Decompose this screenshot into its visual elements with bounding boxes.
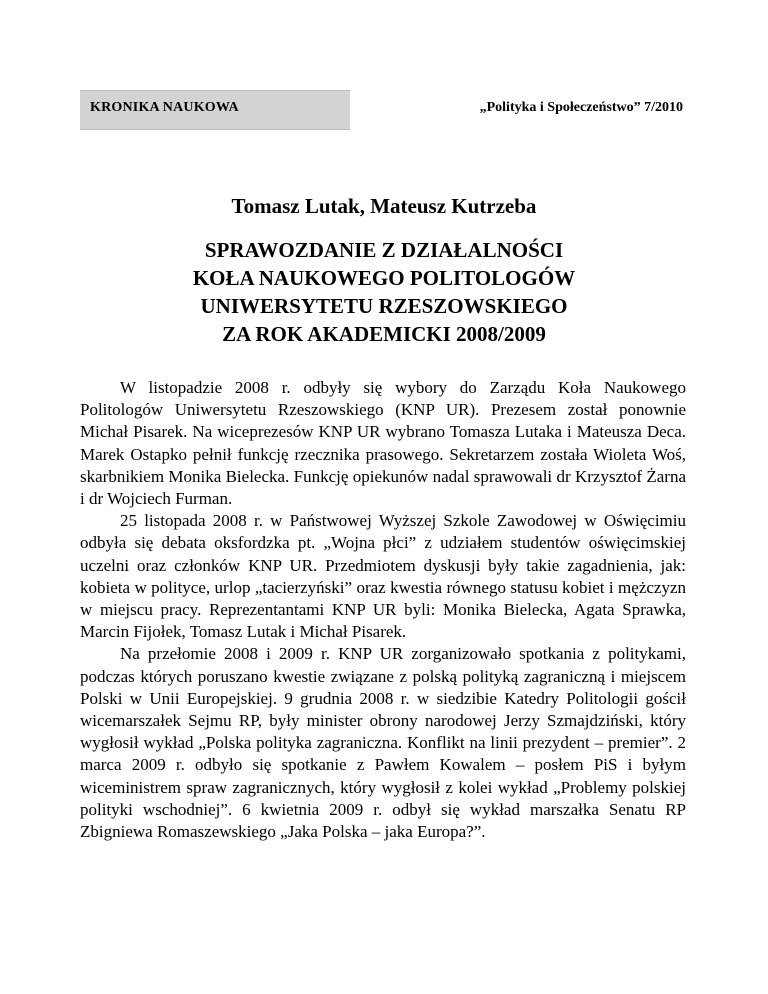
journal-reference: „Polityka i Społeczeństwo” 7/2010 <box>479 100 683 115</box>
article-authors: Tomasz Lutak, Mateusz Kutrzeba <box>231 194 537 218</box>
article-body <box>80 377 686 843</box>
paragraph: W listopadzie 2008 r. odbyły się wybory do Zarządu Koła Naukowego Politologów Uniwersytetu Rzeszowskiego (KNP UR). Prezesem został ponownie Michał Pisarek. Na wiceprezesów KNP UR wybrano Tomasza Lutaka i Mateusza Deca. Marek Ostapko pełnił funkcję rzecznika prasowego. Sekretarzem została Wioleta Woś, skarbnikiem Monika Bielecka. Funkcję opiekunów nadal sprawowali dr Krzysztof Żarna i dr Wojciech Furman. <box>80 378 686 509</box>
paragraph: 25 listopada 2008 r. w Państwowej Wyższej Szkole Zawodowej w Oświęcimiu odbyła się debata oksfordzka pt. „Wojna płci” z udziałem studentów oświęcimskiej uczelni oraz członków KNP UR. Przedmiotem dyskusji były takie zagadnienia, jak: kobieta w polityce, urlop „tacierzyński” oraz kwestia równego statusu kobiet i mężczyzn w miejscu pracy. Reprezentantami KNP UR byli: Monika Bielecka, Agata Sprawka, Marcin Fijołek, Tomasz Lutak i Michał Pisarek. <box>80 511 686 642</box>
article-title <box>0 236 768 348</box>
title-line: ZA ROK AKADEMICKI 2008/2009 <box>222 322 546 346</box>
title-line: KOŁA NAUKOWEGO POLITOLOGÓW <box>192 266 576 290</box>
section-label: KRONIKA NAUKOWA <box>90 100 239 115</box>
paragraph: Na przełomie 2008 i 2009 r. KNP UR zorganizowało spotkania z politykami, podczas których poruszano kwestie związane z polską polityką zagraniczną i miejscem Polski w Unii Europejskiej. 9 grudnia 2008 r. w siedzibie Katedry Politologii gościł wicemarszałek Sejmu RP, były minister obrony narodowej Jerzy Szmajdziński, który wygłosił wykład „Polska polityka zagraniczna. Konflikt na linii prezydent – premier”. 2 marca 2009 r. odbyło się spotkanie z Pawłem Kowalem – posłem PiS i byłym wiceministrem spraw zagranicznych, który wygłosił z kolei wykład „Problemy polskiej polityki wschodniej”. 6 kwietnia 2009 r. odbył się wykład marszałka Senatu RP Zbigniewa Romaszewskiego „Jaka Polska – jaka Europa?”. <box>80 644 686 842</box>
title-line: SPRAWOZDANIE Z DZIAŁALNOŚCI <box>204 238 564 262</box>
title-line: UNIWERSYTETU RZESZOWSKIEGO <box>200 294 568 318</box>
